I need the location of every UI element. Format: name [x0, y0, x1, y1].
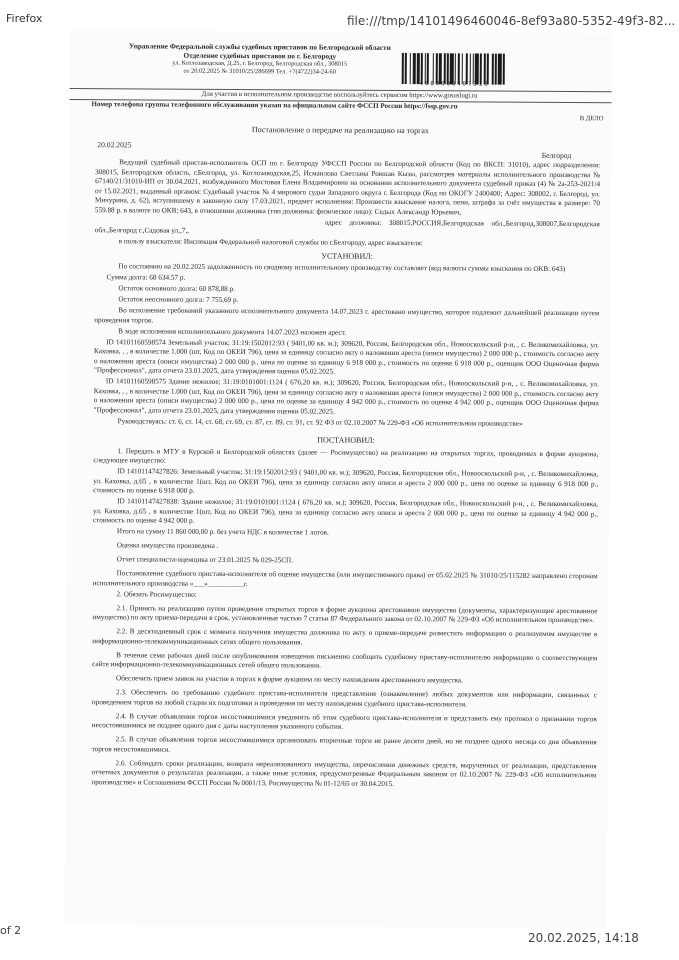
barcode	[402, 46, 602, 85]
document-title: Постановление о передаче на реализацию на торгах	[251, 125, 429, 136]
document-header	[110, 42, 410, 76]
header-line-1: Управление Федеральной службы судебных приставов по Белгородской области	[129, 42, 391, 52]
oblige-heading: 2. Обязать Росимущество:	[116, 589, 197, 599]
postanovil-heading: ПОСТАНОВИЛ:	[317, 435, 375, 445]
header-line-4: от 20.02.2025 № 31010/25/286699 Тел. +7(4722)34-24-60	[183, 67, 336, 76]
clause-2-1: 2.1. Принять на реализацию путем проведения открытых торгов в форме аукциона арестованное имущество (документы, характеризующие арестованное имущество) по акту приема-передачи в срок, установленные частью 7 статьи 87 Федерального закона от 02.10.2007 № 229-ФЗ «Об исполнительном производстве».	[92, 603, 598, 625]
ust-paragraph-2: Во исполнение требований указанного исполнительного документа 14.07.2023 г. арестовано имущество, которое подлежит дальнейшей реализации путем проведения торгов.	[94, 306, 600, 325]
debtor-address: адрес должника: 308015,РОССИЯ,Белгородская обл.,Белгород,308007,Белгородская обл.,Белгород г.,Садовая ул.,7,,	[94, 218, 600, 235]
gosuslugi-note: Для участия в исполнительном производстве воспользуйтесь сервисом https://www.gosuslugi.ru	[201, 90, 478, 100]
creditor: в пользу взыскателя: Инспекция Федеральной налоговой службы по г.Белгороду, адрес взыскателя:	[118, 237, 423, 248]
clause-2-6: 2.6. Соблюдать сроки реализации, возврата нереализованного имущества, перечисления денежных средств, вырученных от реализации, представления отчетных документов о результатах реализации, а также иные условия, предусмотренные Федеральным законом от 02.10.2007 № 229-ФЗ «Об исполнительном производстве» и Соглашением ФССП России № 0001/13, Росимущества № 01-12/65 от 30.04.2015.	[91, 758, 597, 788]
delo-stamp: В ДЕЛО	[579, 115, 604, 123]
clause-2-2: 2.2. В десятидневный срок с момента получения имущества должника по акту о приеме-передаче разместить информацию о реализуемом имуществе в информационно-телекоммуникационных сетях общего пользования.	[92, 627, 598, 647]
browser-title: Firefox	[6, 12, 43, 25]
intro-paragraph: Ведущий судебный пристав-исполнитель ОСП по г. Белгороду УФССП России по Белгородской области (Код по ВКСП: 31010), адрес подразделения: 308015, Белгородская область, г.Белгород, ул. Котлозаводская,25, Исмаилова Светлана Ровшан Кызы, рассмотрев материалы исполнительного производства № 67140/21/31010-ИП от 30.04.2021, возбужденного Мостовая Елена Владимировна на основании исполнительного документа судебный приказ (4) № 2а-253-2021/4 от 15.02.2021, выданный органом: Судебный участок № 4 мирового судьи Западного округа г. Белгорода (Код по ОКОГУ 2400400; Адрес: 308002, г. Белгород, ул. Мичурина, д. 62), вступившему в законную силу 17.03.2021, предмет исполнения: Произвести взыскание налога, пени, штрафа за счёт имущества в размере: 70 559.88 р. в валюте по ОКВ: 643, в отношении должника (тип должника: физическое лицо): Седых Александр Юрьевич,	[94, 158, 601, 216]
ustanovil-heading: УСТАНОВИЛ:	[321, 251, 373, 261]
transfer-item-2: ID 14101147427838: Здание нежилое; 31:19:0101001:1124 ( 676,20 кв. м.); 309620, Россия, Белгородская обл., Новооскольский р-н, , с. Великомихайловка, ул. Каховка, д.65 , в количестве 1(шт, Код по ОКЕИ 796), цена за единицу согласно акту описи и ареста 2 000 000 р., цена по оценке за единицу 4 942 000 р., стоимость по оценке 4 942 000 р.	[92, 497, 599, 525]
page-url: file:///tmp/14101496460046-8ef93a80-5352-49f3-82...	[347, 14, 676, 28]
clause-2-2-b: В течение семи рабочих дней после опубликования извещения письменно сообщить судебному приставу-исполнителю информацию о соответствующем сайте информационно-телекоммуникационных сетей общего пользования.	[92, 650, 598, 670]
ust-nonmain-debt: Остаток неосновного долга: 7 755,69 р.	[118, 295, 239, 305]
property-item-1: ID 14101160598574 Земельный участок; 31:19:1502012:93 ( 9401,00 кв. м.); 309620, Россия, Белгородская обл., Новооскольский р-н, , с. Великомихайловка, ул. Каховка, , , в количестве 1.000 (шт, Код по ОКЕИ 796), цена за единицу согласно акту о наложении ареста (описи имущества) 2 000 000 р., стоимость согласно акту о наложении ареста (описи имущества) 2 000 000 р., цена по оценке за единицу 6 918 000 р., стоимость по оценке 6 918 000 р., оценщик ООО Оценочная фирма "Профессионал", дата отчета 23.01.2025, дата утверждения оценки 05.02.2025.	[93, 337, 600, 376]
document-date: 20.02.2025	[97, 140, 132, 150]
header-line-2: Отделение судебных приставов по г. Белгороду	[183, 51, 337, 61]
clause-2-3: 2.3. Обеспечить по требованию судебного пристава-исполнителя представление (ознакомление) любых документов или информации, связанных с проведением торгов на любой стадии их подготовки и проведения по месту нахождения судебного пристава-исполнителя.	[91, 688, 597, 709]
document-page	[65, 30, 612, 928]
resolution-point-1: 1. Передать в МТУ в Курской и Белгородской областях (далее — Росимущество) на реализацию на открытых торгах, проводимых в форме аукциона, следующее имущество:	[93, 446, 599, 465]
document-city: Белгород	[541, 150, 572, 161]
report-note: Отчет специалиста-оценщика от 23.01.2025 № 029-25СП.	[116, 555, 294, 565]
transfer-item-1: ID 14101147427826: Земельный участок; 31:19:1502012:93 ( 9401,00 кв. м.); 309620, Россия, Белгородская обл., Новооскольский р-н, , с. Великомихайловка, ул. Каховка, д.65 , в количестве 1(шт, Код по ОКЕИ 796), цена за единицу согласно акту описи и ареста 2 000 000 р., цена по оценке за единицу 6 918 000 р., стоимость по оценке 6 918 000 р.	[93, 467, 599, 495]
fssp-phone-note: Номер телефона группы телефонного обслуживания указан на официальном сайте ФССП России https://fssp.gov.ru	[91, 100, 458, 111]
total-amount: Итого на сумму 11 860 000,00 р. без учета НДС в количестве 1 лотов.	[116, 527, 329, 537]
print-datetime: 20.02.2025, 14:18	[528, 931, 639, 945]
barcode-bar	[505, 54, 506, 85]
valuation-note: Оценка имущества произведена .	[116, 541, 219, 551]
ust-sum: Сумма долга: 68 634.57 р.	[106, 273, 186, 282]
clause-2-4: 2.4. В случае объявления торгов несостоявшимися уведомить об этом судебного пристава-исполнителя и представить ему протокол о признании торгов несостоявшимися не позднее одного дня с даты наступления указанного события.	[91, 711, 597, 731]
ust-main-debt: Остаток основного долга: 60 878,88 р.	[118, 284, 236, 294]
clause-2-2-c: Обеспечить прием заявок на участие в торгах в форме аукциона по месту нахождения арестованного имущества.	[116, 674, 463, 685]
property-item-2: ID 14101160598575 Здание нежилое; 31:19:0101001:1124 ( 676,20 кв. м.); 309620, Россия, Белгородская обл., Новооскольский р-н, , с. Великомихайловка, ул. Каховка, , , в количестве 1.000 (шт, Код по ОКЕИ 796), цена за единицу согласно акту о наложении ареста (описи имущества) 2 000 000 р., стоимость согласно акту о наложении ареста (описи имущества) 2 000 000 р., цена по оценке за единицу 4 942 000 р., стоимость по оценке 4 942 000 р., оценщик ООО Оценочная фирма "Профессионал", дата отчета 23.01.2025, дата утверждения оценки 05.02.2025.	[93, 377, 599, 416]
document-body	[91, 158, 600, 792]
ust-paragraph-1: По состоянию на 20.02.2025 задолженность по сводному исполнительному производству составляет (код валюты суммы взыскания по ОКВ: 643)	[118, 262, 566, 274]
resolution-note: Постановление судебного пристава-исполнителя об оценке имущества (или имущественного права) от 05.02.2025 № 31010/25/115282 направлено сторонам исполнительного производства «___»__________г.	[92, 569, 598, 588]
guided-by: Руководствуясь: ст. 6, ст. 14, ст. 68, ст. 69, ст. 87, ст. 89, ст. 91, ст. 92 ФЗ от 02.10.2007 № 229-ФЗ «Об исполнительном производстве»	[117, 416, 523, 428]
clause-2-5: 2.5. В случае объявления торгов несостоявшимися организовать вторичные торги не ранее десяти дней, но не позднее одного месяца со дня объявления торгов несостоявшимися.	[91, 735, 597, 754]
page-counter: of 2	[0, 924, 22, 937]
header-line-3: ул. Котлозаводская, Д.25, г. Белгород, Белгородская обл., 308015	[172, 59, 348, 68]
ust-paragraph-3: В ходе исполнения исполнительного документа 14.07.2023 наложен арест.	[118, 326, 347, 337]
barcode-number: 4964600487310	[419, 81, 490, 88]
